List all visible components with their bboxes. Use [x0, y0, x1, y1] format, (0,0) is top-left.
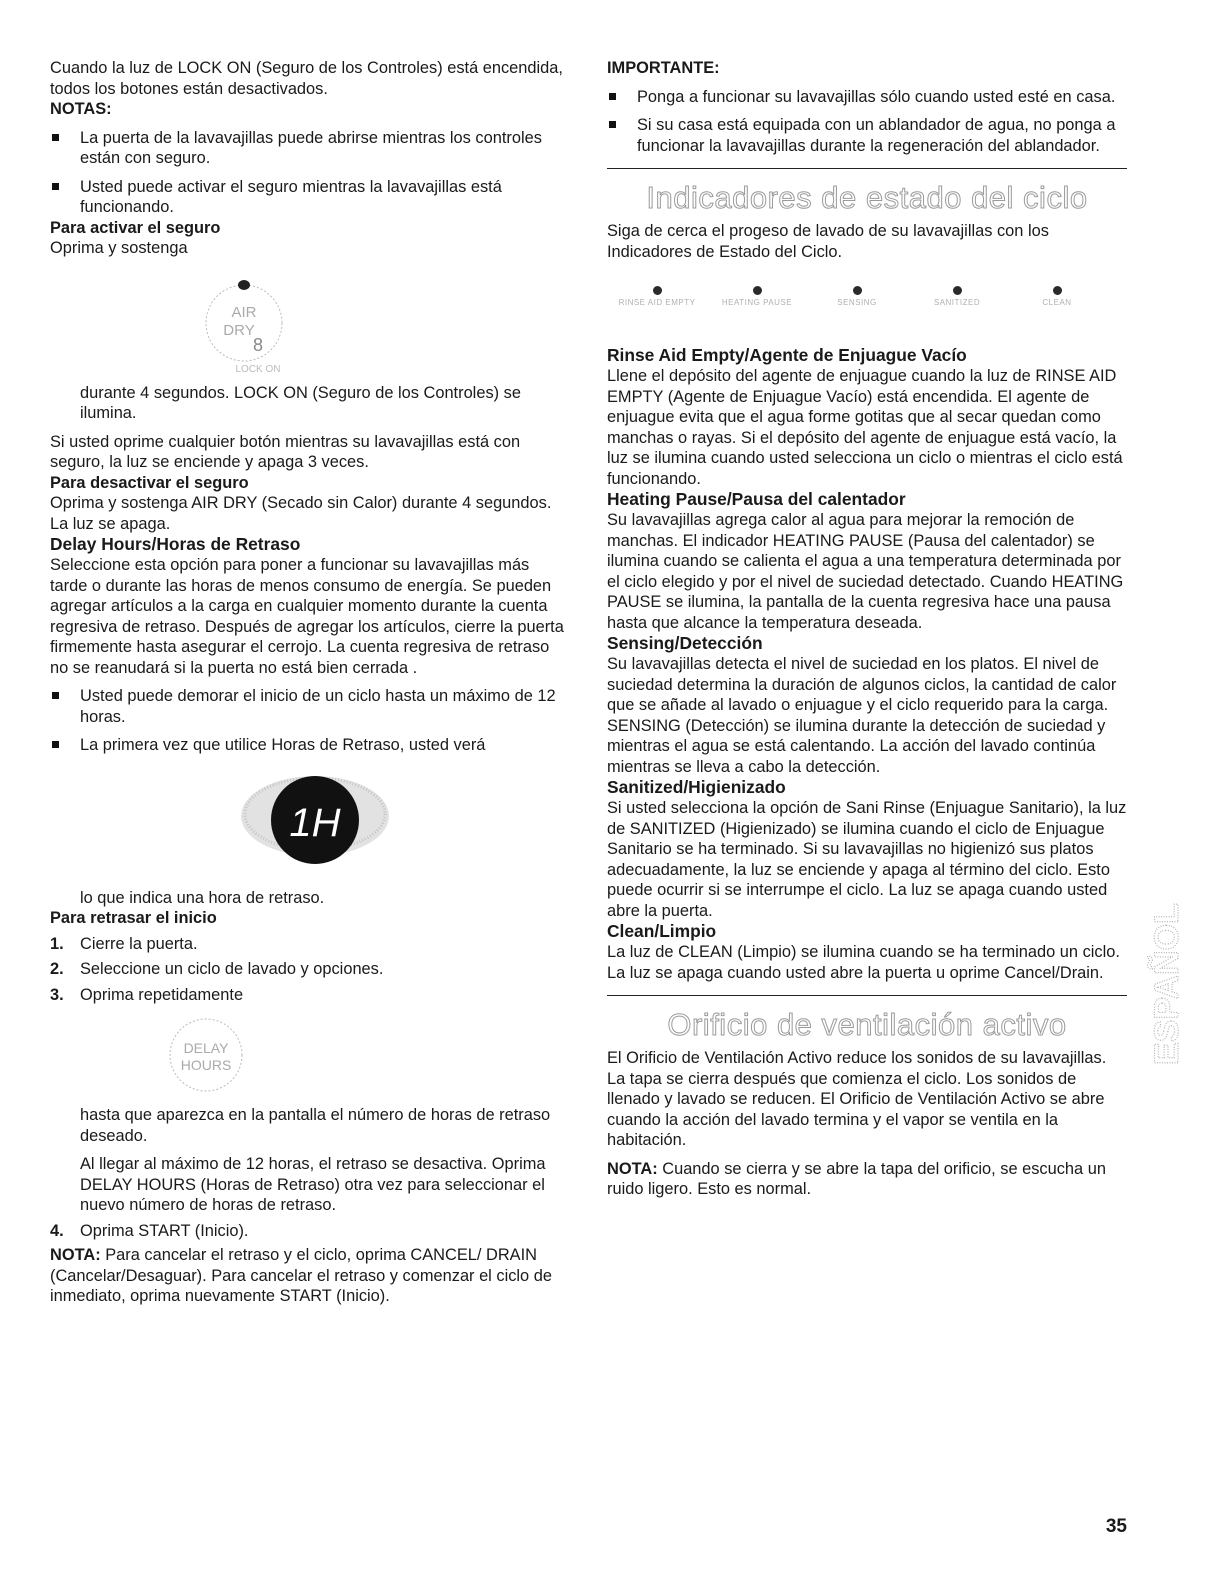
indicator-heating-pause: HEATING PAUSE — [707, 286, 807, 307]
step3-after: hasta que aparezca en la pantalla el número de horas de retraso deseado. — [80, 1106, 551, 1145]
rinse-text: Llene el depósito del agente de enjuague cuando la luz de RINSE AID EMPTY (Agente de Enjuague Vacío) está encendida. El agente de enjuague evita que el agua forme gotitas que al secar quedan como manchas o rayas. Si el depósito del agente de enjuague está vacío, la luz se ilumina cuando usted selecciona un ciclo o mientras el ciclo está funcionando. — [607, 367, 1123, 488]
list-item: La puerta de la lavavajillas puede abrirse mientras los controles están con seguro. — [50, 128, 570, 169]
desactivar-heading: Para desactivar el seguro — [50, 473, 249, 492]
indicator-sanitized: SANITIZED — [907, 286, 1007, 307]
steps-list — [50, 934, 570, 1006]
delay-label: DELAY — [183, 1040, 229, 1056]
air-dry-button-illustration — [160, 269, 400, 379]
indicator-rinse-aid-empty: RINSE AID EMPTY — [607, 286, 707, 307]
lock-glyph: 8 — [252, 334, 264, 355]
air-label: AIR — [231, 303, 257, 321]
notas-list — [50, 128, 570, 218]
orificio-note: NOTA: Cuando se cierra y se abre la tapa del orificio, se escucha un ruido ligero. Esto es normal. — [607, 1159, 1106, 1198]
retrasar-heading: Para retrasar el inicio — [50, 909, 217, 927]
list-item: Si su casa está equipada con un ablandador de agua, no ponga a funcionar la lavavajillas durante la regeneración del ablandador. — [607, 115, 1127, 156]
delay-text: Seleccione esta opción para poner a funcionar su lavavajillas más tarde o durante las horas de menos consumo de energía. Se pueden agregar artículos a la carga en cualquier momento durante la cuenta regresiva de retraso. Después de agregar los artículos, cierre la puerta firmemente hasta asegurar el cerrojo. La cuenta regresiva de retraso no se reanudará si la puerta no está bien cerrada . — [50, 556, 564, 677]
delay-display-readout: 1H — [289, 800, 341, 845]
flash-text: Si usted oprime cualquier botón mientras su lavavajillas está con seguro, la luz se enciende y apaga 3 veces. — [50, 432, 521, 471]
language-tab-label: ESPAÑOL — [1148, 903, 1186, 1065]
section-divider — [607, 168, 1127, 169]
list-item: 2. Seleccione un ciclo de lavado y opciones. — [50, 960, 384, 978]
delay-display-illustration — [195, 770, 435, 880]
sensing-text: Su lavavajillas detecta el nivel de suciedad en los platos. El nivel de suciedad determina la duración de algunos ciclos, la cantidad de calor que se añade al lavado o enjuague y el ciclo requerido para la carga. SENSING (Detección) se ilumina durante la detección de suciedad y mientras el agua se está calentando. La acción del lavado continúa mientras se lleva a cabo la detección. — [607, 655, 1117, 776]
display-after: lo que indica una hora de retraso. — [80, 888, 325, 907]
section-title-orificio: Orificio de ventilación activo — [667, 1007, 1067, 1042]
lock-intro: Cuando la luz de LOCK ON (Seguro de los Controles) está encendida, todos los botones están desactivados. — [50, 59, 563, 98]
left-column — [50, 58, 570, 1307]
sanitized-heading: Sanitized/Higienizado — [607, 777, 786, 797]
rinse-heading: Rinse Aid Empty/Agente de Enjuague Vacío — [607, 345, 967, 365]
notas-heading: NOTAS: — [50, 100, 112, 118]
heating-text: Su lavavajillas agrega calor al agua para mejorar la remoción de manchas. El indicador HEATING PAUSE (Pausa del calentador) se ilumina cuando se calienta el agua a una temperatura determinada por el ciclo elegido y por el nivel de suciedad detectado. Cuando HEATING PAUSE se ilumina, la pantalla de la cuenta regresiva hace una pausa hasta que alcance la temperatura deseada. — [607, 511, 1124, 632]
list-item: 4. Oprima START (Inicio). — [50, 1221, 249, 1240]
page-number: 35 — [1105, 1516, 1127, 1537]
delay-hours-button-illustration — [150, 1017, 310, 1097]
indicator-light-icon — [853, 286, 862, 295]
dry-label: DRY — [223, 321, 255, 339]
orificio-text: El Orificio de Ventilación Activo reduce los sonidos de su lavavajillas. La tapa se cierra después que comienza el ciclo. Los sonidos de llenado y lavado se reducen. El Orificio de Ventilación Activo se abre cuando la acción del lavado termina y el vapor se ventila en la habitación. — [607, 1049, 1107, 1149]
language-side-tab — [1148, 800, 1187, 1070]
indicator-light-icon — [753, 286, 762, 295]
indicator-light-icon — [953, 286, 962, 295]
sensing-heading: Sensing/Detección — [607, 633, 763, 653]
activar-text: Oprima y sostenga — [50, 239, 188, 257]
cycle-status-indicators — [607, 286, 1107, 307]
activar-after: durante 4 segundos. LOCK ON (Seguro de los Controles) se ilumina. — [80, 383, 521, 422]
activar-heading: Para activar el seguro — [50, 218, 221, 237]
section-title-indicadores: Indicadores de estado del ciclo — [646, 180, 1088, 215]
list-item: 1. Cierre la puerta. — [50, 934, 198, 953]
section-divider — [607, 995, 1127, 996]
indicator-clean: CLEAN — [1007, 286, 1107, 307]
delay-list — [50, 686, 570, 756]
list-item: Usted puede demorar el inicio de un ciclo hasta un máximo de 12 horas. — [50, 686, 570, 727]
indicator-sensing: SENSING — [807, 286, 907, 307]
desactivar-text: Oprima y sostenga AIR DRY (Secado sin Calor) durante 4 segundos. La luz se apaga. — [50, 494, 552, 533]
step3-note: Al llegar al máximo de 12 horas, el retraso se desactiva. Oprima DELAY HOURS (Horas de Retraso) otra vez para seleccionar el nuevo número de horas de retraso. — [80, 1155, 546, 1214]
list-item: La primera vez que utilice Horas de Retraso, usted verá — [50, 735, 570, 756]
heating-heading: Heating Pause/Pausa del calentador — [607, 489, 906, 509]
importante-list — [607, 87, 1127, 157]
right-column — [607, 58, 1127, 1200]
indicator-light-icon — [238, 280, 250, 290]
importante-heading: IMPORTANTE: — [607, 59, 720, 77]
list-item: 3. Oprima repetidamente — [50, 985, 244, 1004]
indicator-light-icon — [1053, 286, 1062, 295]
indicadores-intro: Siga de cerca el progeso de lavado de su lavavajillas con los Indicadores de Estado del Ciclo. — [607, 222, 1049, 261]
delay-heading: Delay Hours/Horas de Retraso — [50, 534, 301, 554]
hours-label: HOURS — [180, 1057, 232, 1073]
list-item: Usted puede activar el seguro mientras la lavavajillas está funcionando. — [50, 177, 570, 218]
clean-text: La luz de CLEAN (Limpio) se ilumina cuando se ha terminado un ciclo. La luz se apaga cuando usted abre la puerta u oprime Cancel/Drain. — [607, 943, 1120, 982]
clean-heading: Clean/Limpio — [607, 921, 717, 941]
cancel-note: NOTA: Para cancelar el retraso y el ciclo, oprima CANCEL/ DRAIN (Cancelar/Desaguar). Para cancelar el retraso y comenzar el ciclo de inmediato, oprima nuevamente START (Inicio). — [50, 1246, 552, 1305]
steps-list-continued — [50, 1221, 570, 1242]
list-item: Ponga a funcionar su lavavajillas sólo cuando usted esté en casa. — [607, 87, 1127, 108]
sanitized-text: Si usted selecciona la opción de Sani Rinse (Enjuague Sanitario), la luz de SANITIZED (Higienizado) se ilumina cuando el ciclo de Enjuague Sanitario se ha terminado. Si su lavavajillas no higienizó sus platos adecuadamente, la luz se enciende y apaga al término del ciclo. Esto puede ocurrir si se interrumpe el ciclo. La luz se apaga cuando usted abre la puerta. — [607, 799, 1127, 920]
indicator-light-icon — [653, 286, 662, 295]
lock-on-caption: LOCK ON — [235, 363, 281, 375]
